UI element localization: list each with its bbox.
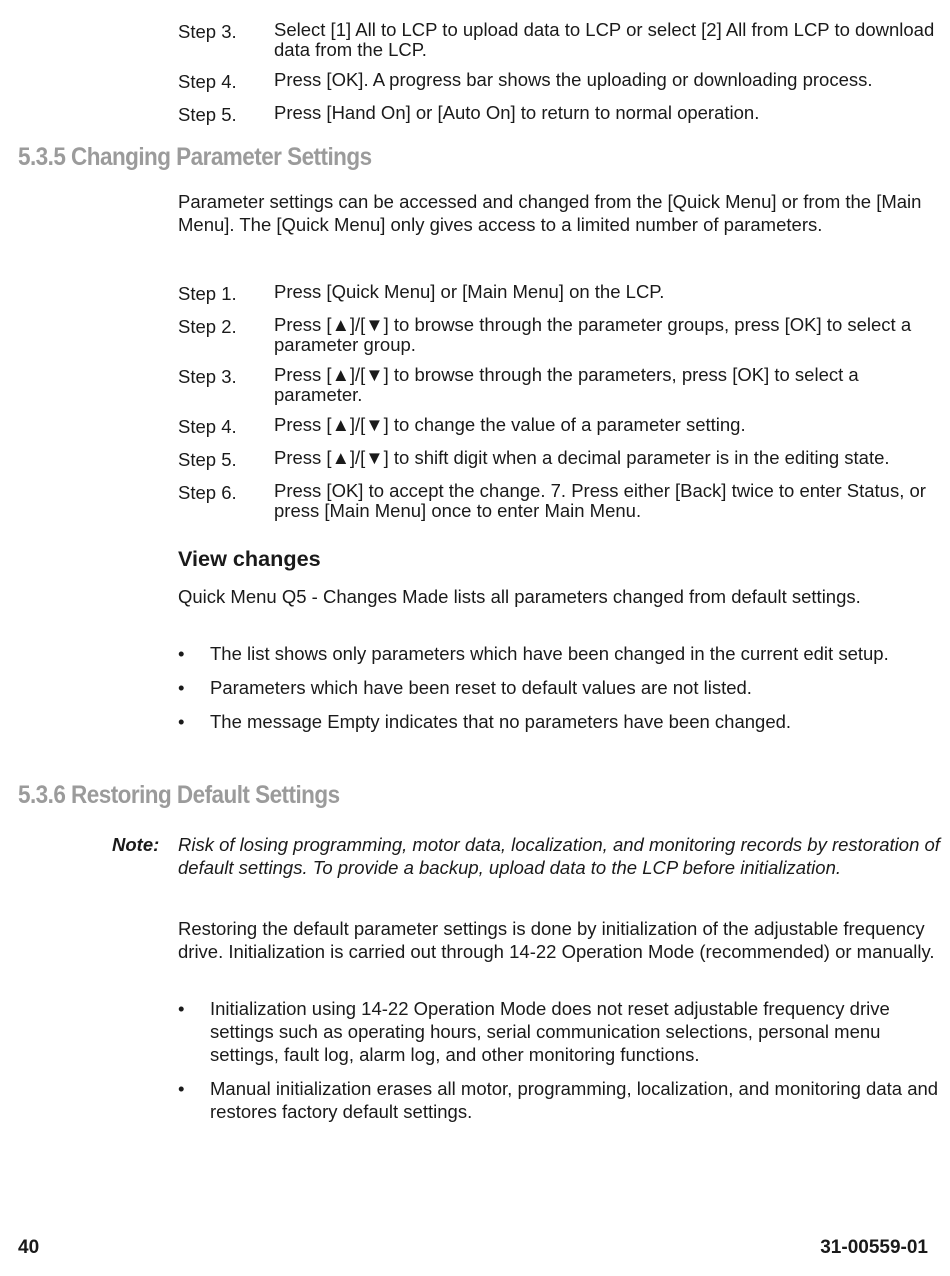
subheading-view-changes: View changes	[178, 546, 321, 571]
step-item	[178, 415, 942, 438]
step-label: Step 4.	[178, 71, 237, 92]
step-text: Select [1] All to LCP to upload data to LCP or select [2] All from LCP to download data from the LCP.	[274, 19, 935, 60]
bullet-item: • Initialization using 14-22 Operation Mode does not reset adjustable frequency drive settings such as operating hours, serial communication selections, personal menu settings, fault log, alarm log, and other monitoring functions.	[178, 997, 940, 1066]
section-intro-paragraph: Parameter settings can be accessed and changed from the [Quick Menu] or from the [Main Menu]. The [Quick Menu] only gives access to a limited number of parameters.	[178, 191, 922, 235]
step-label: Step 6.	[178, 482, 237, 503]
bullet-item: • Manual initialization erases all motor, programming, localization, and monitoring data and restores factory default settings.	[178, 1077, 940, 1123]
step-text: Press [Hand On] or [Auto On] to return to normal operation.	[274, 102, 760, 123]
section-heading-restoring-default-settings: 5.3.6 Restoring Default Settings	[18, 781, 340, 809]
bullet-item: • The message Empty indicates that no parameters have been changed.	[178, 710, 940, 733]
restore-bullet-list	[178, 997, 940, 1134]
upload-steps-list	[178, 20, 942, 136]
step-text: Press [OK] to accept the change. 7. Press either [Back] twice to enter Status, or press [Main Menu] once to enter Main Menu.	[274, 480, 926, 521]
restore-paragraph: Restoring the default parameter settings is done by initialization of the adjustable frequency drive. Initialization is carried out through 14-22 Operation Mode (recommended) or manually.	[178, 918, 935, 962]
step-text: Press [▲]/[▼] to browse through the parameter groups, press [OK] to select a parameter group.	[274, 314, 912, 355]
step-text: Press [▲]/[▼] to shift digit when a decimal parameter is in the editing state.	[274, 447, 890, 468]
step-label: Step 5.	[178, 449, 237, 470]
step-item	[178, 365, 942, 405]
step-label: Step 3.	[178, 366, 237, 387]
step-label: Step 3.	[178, 21, 237, 42]
view-changes-paragraph: Quick Menu Q5 - Changes Made lists all parameters changed from default settings.	[178, 586, 861, 607]
document-number: 31-00559-01	[820, 1237, 928, 1258]
note-text: Risk of losing programming, motor data, localization, and monitoring records by restoration of default settings. To provide a backup, upload data to the LCP before initialization.	[178, 834, 940, 878]
step-item	[178, 282, 942, 305]
step-item	[178, 103, 942, 126]
step-item	[178, 70, 942, 93]
step-label: Step 1.	[178, 283, 237, 304]
step-label: Step 4.	[178, 416, 237, 437]
step-text: Press [▲]/[▼] to change the value of a parameter setting.	[274, 414, 746, 435]
step-text: Press [▲]/[▼] to browse through the parameters, press [OK] to select a parameter.	[274, 364, 859, 405]
view-changes-bullet-list	[178, 642, 940, 744]
bullet-item: • Parameters which have been reset to default values are not listed.	[178, 676, 940, 699]
step-text: Press [Quick Menu] or [Main Menu] on the LCP.	[274, 281, 665, 302]
step-label: Step 2.	[178, 316, 237, 337]
bullet-item: • The list shows only parameters which have been changed in the current edit setup.	[178, 642, 940, 665]
parameter-steps-list	[178, 282, 942, 531]
step-item	[178, 481, 942, 521]
note-label: Note:	[112, 834, 160, 855]
note-callout	[112, 833, 942, 879]
step-item	[178, 448, 942, 471]
section-heading-changing-parameter-settings: 5.3.5 Changing Parameter Settings	[18, 143, 372, 171]
step-item	[178, 20, 942, 60]
step-item	[178, 315, 942, 355]
step-text: Press [OK]. A progress bar shows the uploading or downloading process.	[274, 69, 873, 90]
step-label: Step 5.	[178, 104, 237, 125]
page-number: 40	[18, 1237, 40, 1258]
